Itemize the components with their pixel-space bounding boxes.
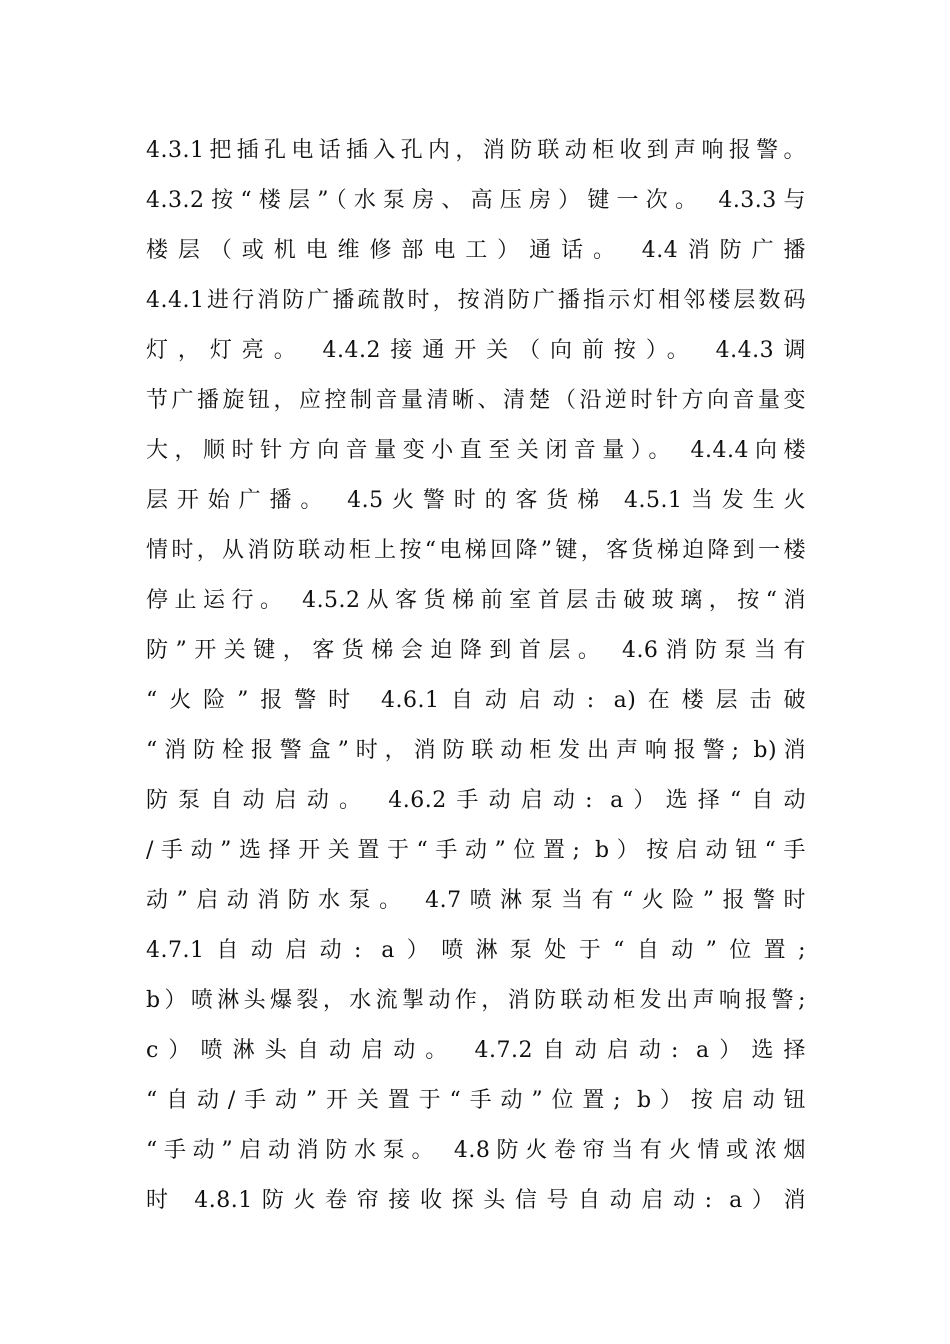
text-line: 防”开关键，客货梯会迫降到首层。 4.6消防泵当有 — [146, 638, 806, 663]
text-line: 4.4.1进行消防广播疏散时，按消防广播指示灯相邻楼层数码 — [146, 288, 806, 313]
text-line: 防泵自动启动。 4.6.2手动启动: a）选择“自动 — [146, 788, 806, 813]
text-line: 4.7.1自动启动: a）喷淋泵处于“自动”位置; — [146, 938, 806, 963]
text-line: /手动”选择开关置于“手动”位置; b）按启动钮“手 — [146, 838, 806, 863]
text-line: 大，顺时针方向音量变小直至关闭音量）。 4.4.4向楼 — [146, 438, 806, 463]
text-line: “自动/手动”开关置于“手动”位置; b）按启动钮 — [146, 1088, 806, 1113]
text-line: 情时，从消防联动柜上按“电梯回降”键，客货梯迫降到一楼 — [146, 538, 806, 563]
text-line: “消防栓报警盒”时，消防联动柜发出声响报警; b)消 — [146, 738, 806, 763]
text-line: 4.3.1把插孔电话插入孔内，消防联动柜收到声响报警。 — [146, 138, 806, 163]
text-line: 时 4.8.1防火卷帘接收探头信号自动启动: a）消 — [146, 1188, 806, 1213]
text-line: 节广播旋钮，应控制音量清晰、清楚（沿逆时针方向音量变 — [146, 388, 806, 413]
text-line: b）喷淋头爆裂，水流掣动作，消防联动柜发出声响报警; — [146, 988, 806, 1013]
body-text — [146, 126, 806, 1226]
text-line: 灯，灯亮。 4.4.2接通开关（向前按）。 4.4.3调 — [146, 338, 806, 363]
text-line: 层开始广播。 4.5火警时的客货梯 4.5.1当发生火 — [146, 488, 806, 513]
text-line: 楼层（或机电维修部电工）通话。 4.4消防广播 — [146, 238, 806, 263]
text-line: c）喷淋头自动启动。 4.7.2自动启动: a）选择 — [146, 1038, 806, 1063]
text-line: 动”启动消防水泵。 4.7喷淋泵当有“火险”报警时 — [146, 888, 806, 913]
text-line: “火险”报警时 4.6.1自动启动: a)在楼层击破 — [146, 688, 806, 713]
text-line: “手动”启动消防水泵。 4.8防火卷帘当有火情或浓烟 — [146, 1138, 806, 1163]
text-line: 4.3.2按“楼层”（水泵房、高压房）键一次。 4.3.3与 — [146, 188, 806, 213]
text-line: 停止运行。 4.5.2从客货梯前室首层击破玻璃，按“消 — [146, 588, 806, 613]
